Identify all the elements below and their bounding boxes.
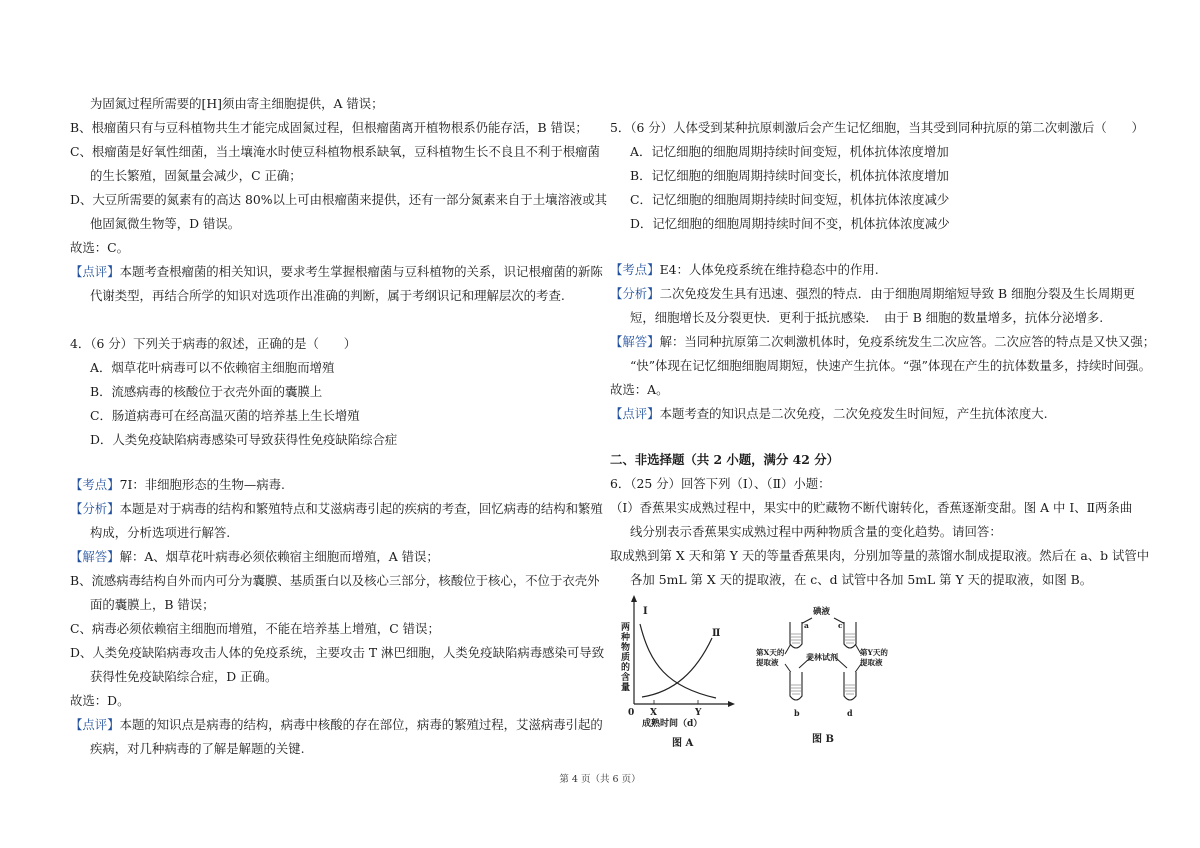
q6-text-line: 线分别表示香蕉果实成熟过程中两种物质含量的变化趋势。请回答： [630,524,1002,539]
q5-stem: 5．（6 分）人体受到某种抗原刺激后会产生记忆细胞，当其受到同种抗原的第二次刺激后（ ） [610,120,1144,135]
comment-tag: 【点评】 [610,406,660,421]
figure-a [612,592,740,752]
analysis-tag: 【分析】 [70,501,120,516]
page-footer: 第 4 页（共 6 页） [559,774,641,785]
tube-a [790,622,802,648]
q4-answer-line: 故选：D。 [70,693,130,708]
q3-cont-line: B、根瘤菌只有与豆科植物共生才能完成固氮过程，但根瘤菌离开植物根系仍能存活，B 错误； [70,120,588,135]
figure-a-caption: 图 A [672,738,694,749]
answer-tag: 【解答】 [610,334,660,349]
q4-stem: 4．（6 分）下列关于病毒的叙述，正确的是（ ） [70,336,357,351]
origin-label: 0 [628,708,635,718]
tube-a-label: a [804,621,809,630]
q4-point: 【考点】7I：非细胞形态的生物—病毒. [70,477,285,492]
q5-answer-line: “快”体现在记忆细胞细胞周期短，快速产生抗体。“强”体现在产生的抗体数量多，持续时间强。 [630,358,1151,373]
tube-b [790,672,802,700]
q4-analysis: 【分析】本题是对于病毒的结构和繁殖特点和艾滋病毒引起的疾病的考查，回忆病毒的结构和繁殖 [70,501,603,516]
q6-text-line: 各加 5mL 第 X 天的提取液，在 c、d 试管中各加 5mL 第 Y 天的提取液，如图 B。 [630,572,1093,587]
comment-tag: 【点评】 [70,717,120,732]
curve-ii-label: Ⅱ [712,628,721,639]
q6-text-line: 取成熟到第 X 天和第 Y 天的等量香蕉果肉，分别加等量的蒸馏水制成提取液。然后在 a、b 试管中 [610,548,1150,563]
q4-answer-line: C、病毒必须依赖宿主细胞而增殖，不能在培养基上增殖，C 错误； [70,621,440,636]
left-label: 提取液 [756,658,779,667]
q3-cont-line: 他固氮微生物等，D 错误。 [90,216,241,231]
answer-tag: 【解答】 [70,549,120,564]
q6-stem: 6．（25 分）回答下列（I）、（Ⅱ）小题： [610,476,831,491]
q5-analysis-line: 短，细胞增长及分裂更快．更利于抵抗感染． 由于 B 细胞的数量增多，抗体分泌增多. [630,310,1104,325]
iodine-label: 碘液 [813,607,831,617]
q4-answer-line: 面的囊膜上，B 错误； [90,597,215,612]
q4-answer-line: 获得性免疫缺陷综合症，D 正确。 [90,669,278,684]
q5-option-b: B．记忆细胞的细胞周期持续时间变长，机体抗体浓度增加 [630,168,949,183]
q4-option-c: C．肠道病毒可在经高温灭菌的培养基上生长增殖 [90,408,360,423]
tube-d-label: d [847,708,853,718]
q3-comment: 【点评】本题考查根瘤菌的相关知识，要求考生掌握根瘤菌与豆科植物的关系，识记根瘤菌的新陈 [70,264,603,279]
q4-answer-line: D、人类免疫缺陷病毒攻击人体的免疫系统，主要攻击 T 淋巴细胞，人类免疫缺陷病毒感染可导致 [70,645,605,660]
q5-comment: 【点评】本题考查的知识点是二次免疫，二次免疫发生时间短，产生抗体浓度大. [610,406,1048,421]
left-label: 第X天的 [756,648,785,657]
ylabel-char: 两 [621,623,631,633]
curve-i-label: Ⅰ [643,606,648,617]
ylabel-char: 含 [621,673,631,683]
q4-analysis-line: 构成，分析选项进行解答. [90,525,231,540]
ylabel-char: 种 [621,633,631,643]
ylabel-char: 的 [621,663,631,673]
q4-comment-line: 疾病，对几种病毒的了解是解题的关键. [90,741,305,756]
q5-analysis: 【分析】二次免疫发生具有迅速、强烈的特点．由于细胞周期缩短导致 B 细胞分裂及生长周期更 [610,286,1135,301]
x-tick-label: X [650,708,657,718]
q5-answer: 【解答】解：当同种抗原第二次刺激机体时，免疫系统发生二次应答。二次应答的特点是又快又强； [610,334,1156,349]
comment-tag: 【点评】 [70,264,120,279]
y-tick-label: Y [695,708,702,718]
tube-c-label: c [838,621,843,630]
tube-b-label: b [794,708,800,718]
q4-answer: 【解答】解：A、烟草花叶病毒必须依赖宿主细胞而增殖，A 错误； [70,549,439,564]
q5-option-c: C．记忆细胞的细胞周期持续时间变短，机体抗体浓度减少 [630,192,950,207]
point-tag: 【考点】 [610,262,660,277]
ylabel-char: 质 [621,653,631,663]
q4-option-d: D．人类免疫缺陷病毒感染可导致获得性免疫缺陷综合症 [90,432,398,447]
q3-cont-line: D、大豆所需要的氮素有的高达 80%以上可由根瘤菌来提供，还有一部分氮素来自于土壤溶液或其 [70,192,608,207]
x-axis-label: 成熟时间（d） [642,719,703,729]
q4-answer-line: B、流感病毒结构自外而内可分为囊膜、基质蛋白以及核心三部分，核酸位于核心，不位于衣壳外 [70,573,600,588]
curve-i [640,624,716,698]
q5-option-d: D．记忆细胞的细胞周期持续时间不变，机体抗体浓度减少 [630,216,950,231]
right-label: 第Y天的 [860,648,888,657]
q5-option-a: A．记忆细胞的细胞周期持续时间变短，机体抗体浓度增加 [630,144,949,159]
analysis-tag: 【分析】 [610,286,660,301]
right-label: 提取液 [860,658,883,667]
tube-c [844,622,856,648]
q4-option-b: B．流感病毒的核酸位于衣壳外面的囊膜上 [90,384,323,399]
figure-b-caption: 图 B [812,734,834,745]
q6-text-line: （I）香蕉果实成熟过程中，果实中的贮藏物不断代谢转化，香蕉逐渐变甜。图 A 中 I、Ⅱ两条曲 [610,500,1133,515]
ylabel-char: 量 [621,683,631,693]
q3-cont-line: 故选：C。 [70,240,130,255]
tube-d [844,672,856,700]
section-heading: 二、非选择题（共 2 小题，满分 42 分） [610,452,839,467]
point-tag: 【考点】 [70,477,120,492]
fehling-label: 斐林试剂 [806,652,838,662]
q4-comment: 【点评】本题的知识点是病毒的结构，病毒中核酸的存在部位，病毒的繁殖过程，艾滋病毒引起的 [70,717,603,732]
q3-cont-line: 的生长繁殖，固氮量会减少，C 正确； [90,168,302,183]
q4-option-a: A．烟草花叶病毒可以不依赖宿主细胞而增殖 [90,360,335,375]
q3-cont-line: C、根瘤菌是好氧性细菌，当土壤淹水时使豆科植物根系缺氧，豆科植物生长不良且不利于根瘤菌 [70,144,600,159]
figure-b [752,592,892,752]
q5-point: 【考点】E4：人体免疫系统在维持稳态中的作用. [610,262,879,277]
q3-cont-line: 为固氮过程所需要的[H]须由寄主细胞提供，A 错误； [90,96,384,111]
ylabel-char: 物 [621,643,631,653]
q5-answer-line: 故选：A。 [610,382,669,397]
curve-ii [642,638,712,697]
q3-comment-line: 代谢类型，再结合所学的知识对选项作出准确的判断，属于考纲识记和理解层次的考查. [90,288,565,303]
